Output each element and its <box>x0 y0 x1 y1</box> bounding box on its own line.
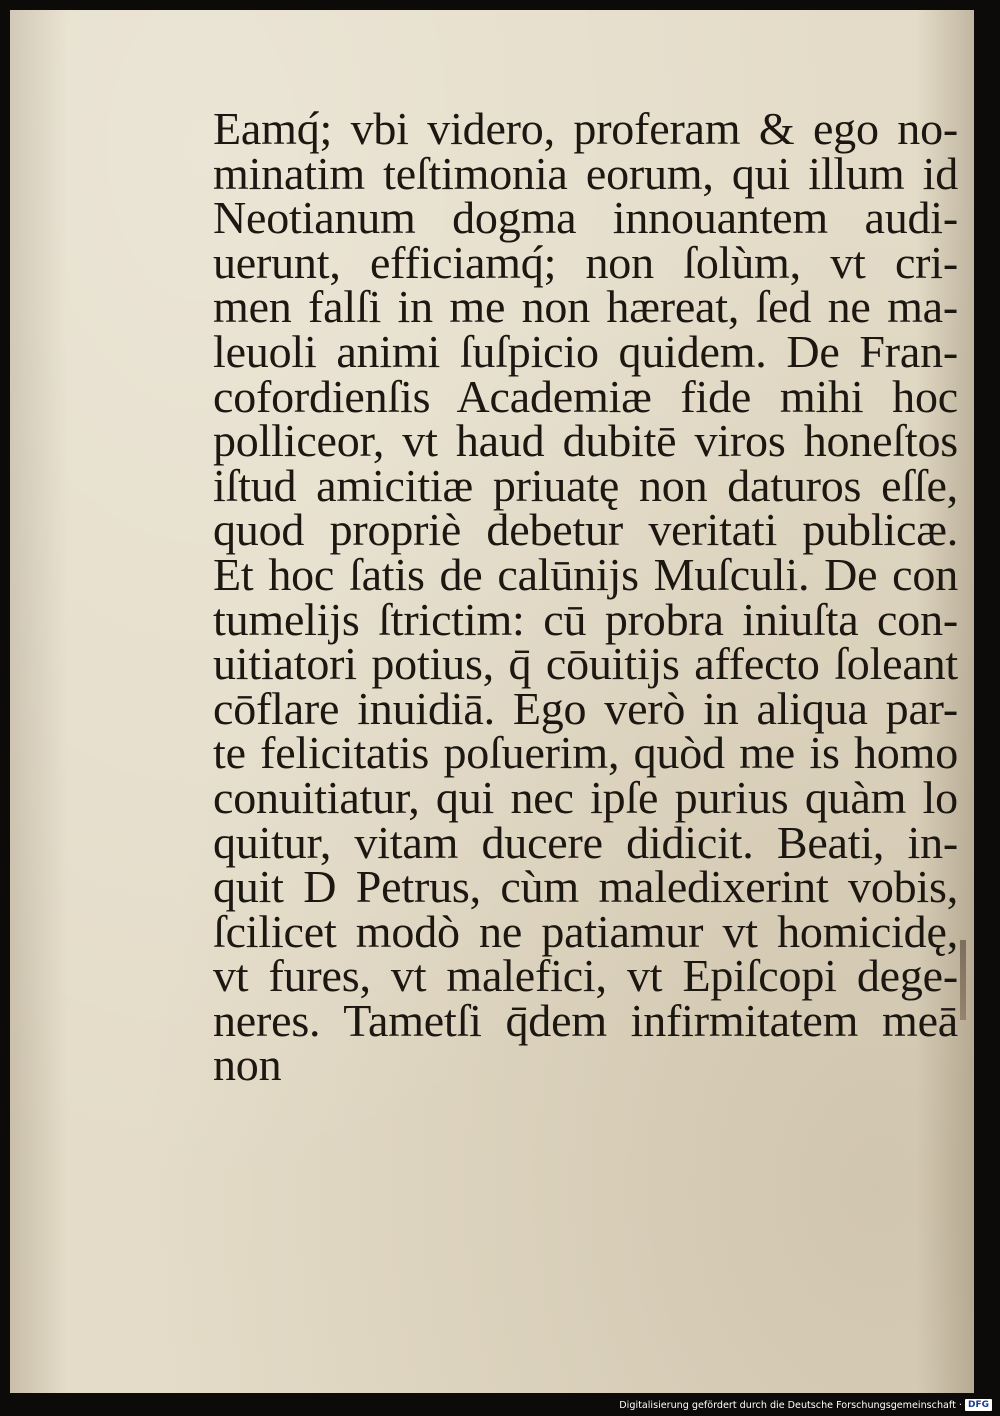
text-line: cōflare inuidiā. Ego verò in aliqua par- <box>213 682 958 734</box>
text-line: quod propriè debetur veritati publicæ. <box>213 504 958 556</box>
text-line: polliceor, vt haud dubitē viros honeſtos <box>213 415 958 467</box>
text-line: iſtud amicitiæ priuatę non daturos eſſe, <box>213 459 958 511</box>
text-line: quitur, vitam ducere didicit. Beati, in- <box>213 816 958 868</box>
text-line: neres. Tametſi q̄dem infirmitatem meā <box>213 994 958 1046</box>
page-text-block <box>213 103 958 1091</box>
catchword: non <box>213 1039 282 1091</box>
text-line: ſcilicet modò ne patiamur vt homicidę, <box>213 905 958 957</box>
text-line: vt fures, vt malefici, vt Epiſcopi dege- <box>213 950 958 1002</box>
text-line: uitiatori potius, q̄ cōuitijs affecto ſoleant <box>213 638 958 690</box>
text-line: te felicitatis poſuerim, quòd me is homo <box>213 727 958 779</box>
text-line: uerunt, efficiamq́; non ſolùm, vt cri- <box>213 236 958 288</box>
text-line: Neotianum dogma innouantem audi- <box>213 192 958 244</box>
text-line: leuoli animi ſuſpicio quidem. De Fran- <box>213 325 958 377</box>
text-line: men falſi in me non hæreat, ſed ne ma- <box>213 281 958 333</box>
book-page <box>10 10 974 1393</box>
text-line: cofordienſis Academiæ fide mihi hoc <box>213 370 958 422</box>
text-line: tumelijs ſtrictim: cū probra iniuſta con- <box>213 593 958 645</box>
credit-text: Digitalisierung gefördert durch die Deutsche Forschungsgemeinschaft · <box>619 1399 962 1411</box>
text-line: quit D Petrus, cùm maledixerint vobis, <box>213 861 958 913</box>
digitization-credit <box>619 1397 992 1413</box>
text-line: minatim teſtimonia eorum, qui illum id <box>213 147 958 199</box>
text-line: conuitiatur, qui nec ipſe purius quàm lo <box>213 771 958 823</box>
page-edge-shadow <box>960 940 966 1020</box>
text-line: Et hoc ſatis de calūnijs Muſculi. De con <box>213 548 958 600</box>
dfg-logo: DFG <box>965 1399 992 1411</box>
text-line: Eamq́; vbi videro, proferam & ego no- <box>213 103 958 154</box>
